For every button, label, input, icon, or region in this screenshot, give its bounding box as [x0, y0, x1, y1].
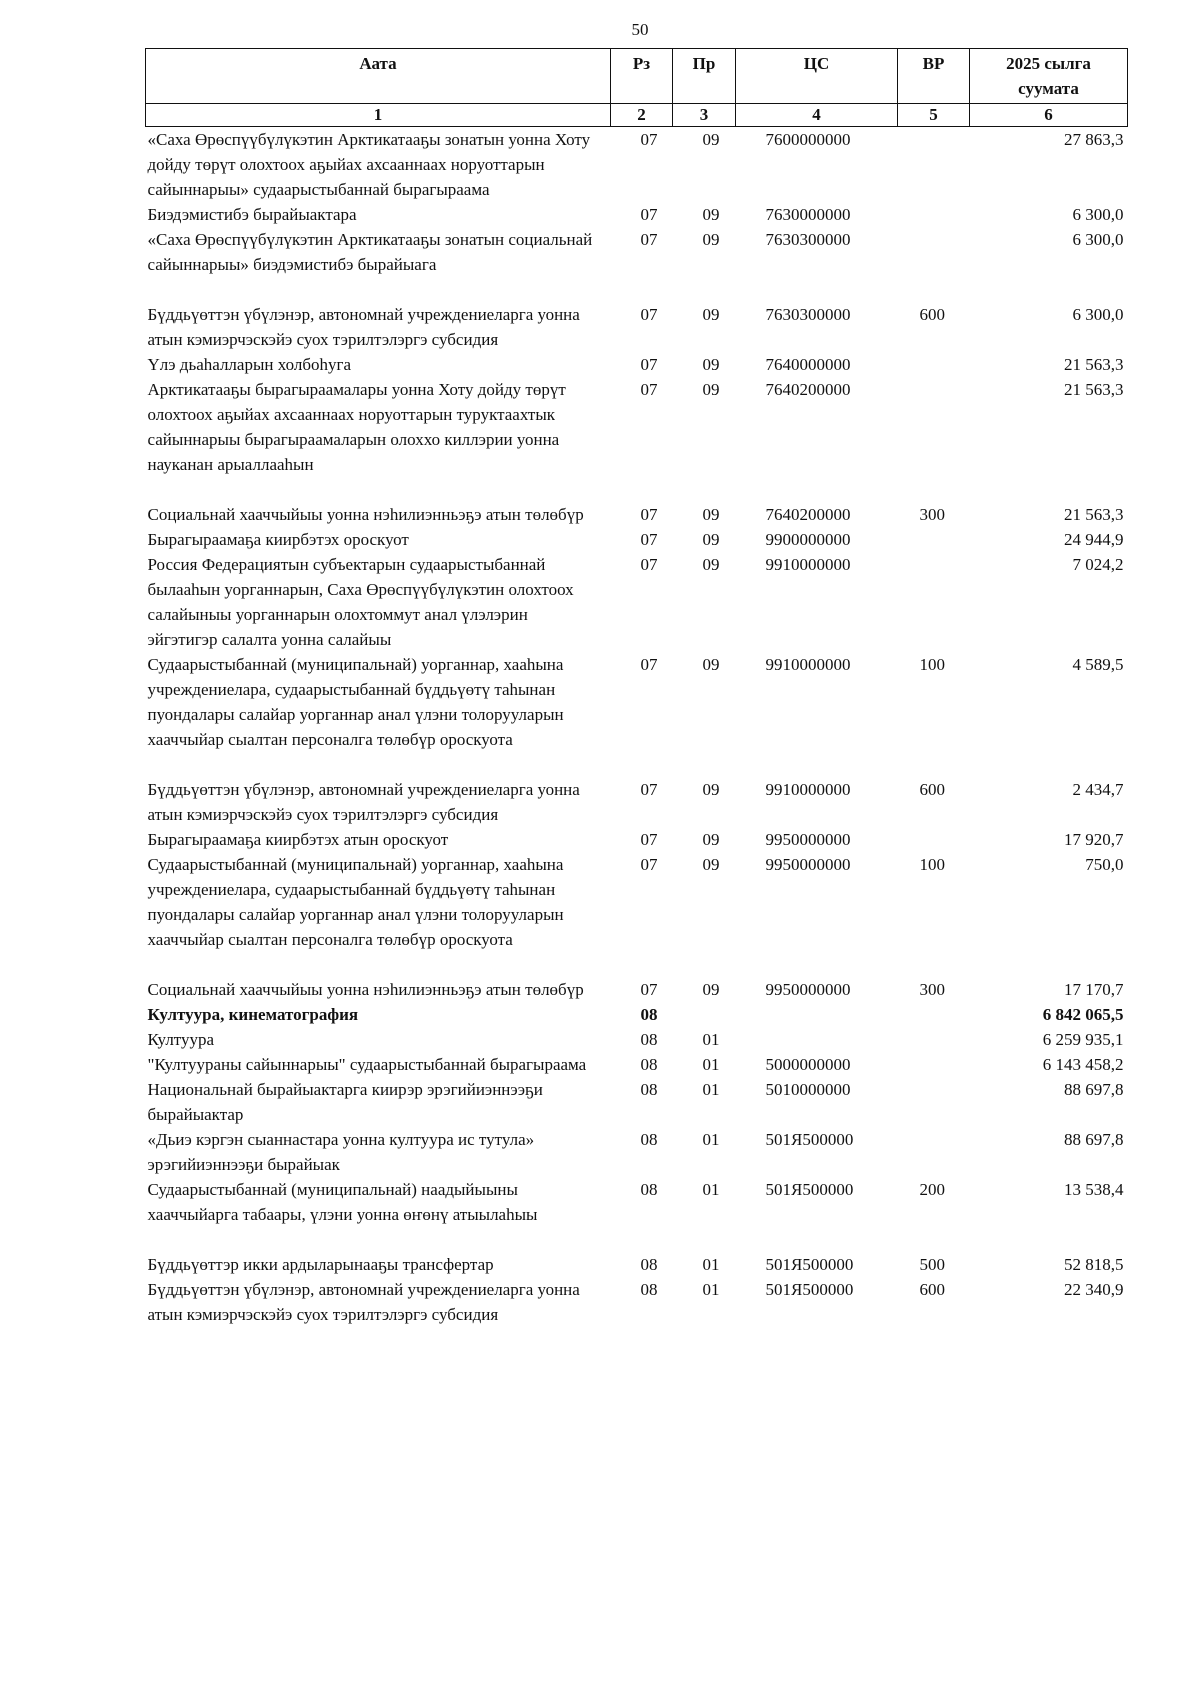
- row-rz: 07: [640, 780, 658, 799]
- row-name: Биэдэмистибэ бырайыактара: [147, 205, 357, 224]
- row-sum: 750,0: [1085, 855, 1124, 874]
- header-row: [146, 49, 1128, 104]
- column-number: 6: [970, 104, 1128, 127]
- header-vr: ВР: [898, 49, 970, 104]
- row-pr: 09: [702, 530, 720, 549]
- row-name: «Дьиэ кэргэн сыаннастара уонна култуура ис тутула» эрэгийиэннээҕи бырайыак: [147, 1130, 535, 1174]
- table-row: [146, 502, 1128, 527]
- row-sum: 2 434,7: [1072, 780, 1124, 799]
- row-rz: 07: [640, 980, 658, 999]
- row-cs: 7640200000: [765, 380, 851, 399]
- row-rz: 08: [640, 1255, 658, 1274]
- row-cs: 501Я500000: [765, 1180, 854, 1199]
- row-sum: 6 143 458,2: [1042, 1055, 1124, 1074]
- row-name: Бүддьүөттэр икки ардыларынааҕы трансфертар: [147, 1255, 494, 1274]
- row-rz: 07: [640, 855, 658, 874]
- page-number: 50: [631, 20, 649, 39]
- row-vr: [898, 1052, 970, 1077]
- row-name: Үлэ дьаһалларын холбоһуга: [147, 355, 352, 374]
- row-cs: 5000000000: [765, 1055, 851, 1074]
- row-vr: [898, 1077, 970, 1127]
- row-cs: 9900000000: [765, 530, 851, 549]
- row-cs: [736, 1002, 898, 1027]
- row-cs: 7630000000: [765, 205, 851, 224]
- table-row: [146, 227, 1128, 302]
- row-name: Култуура, кинематография: [147, 1005, 359, 1024]
- row-rz: 07: [640, 205, 658, 224]
- table-row: [146, 377, 1128, 502]
- column-number-row: [146, 104, 1128, 127]
- row-sum: 24 944,9: [1064, 530, 1124, 549]
- row-sum: 13 538,4: [1064, 1180, 1124, 1199]
- row-vr: 600: [919, 305, 945, 324]
- table-row: [146, 652, 1128, 777]
- row-rz: 08: [640, 1055, 658, 1074]
- row-cs: [736, 1027, 898, 1052]
- row-pr: 01: [702, 1055, 720, 1074]
- row-cs: 7640200000: [765, 505, 851, 524]
- row-sum: 6 259 935,1: [1042, 1030, 1124, 1049]
- row-rz: 07: [640, 305, 658, 324]
- row-sum: 6 300,0: [1072, 230, 1124, 249]
- row-sum: 21 563,3: [1064, 380, 1124, 399]
- row-pr: 09: [702, 855, 720, 874]
- table-row: [146, 1052, 1128, 1077]
- row-vr: [898, 552, 970, 652]
- row-sum: 88 697,8: [1064, 1080, 1124, 1099]
- row-name: "Култуураны сайыннарыы" судаарыстыбаннай бырагыраама: [147, 1055, 587, 1074]
- row-rz: 07: [640, 130, 658, 149]
- row-vr: 100: [919, 855, 945, 874]
- row-sum: 21 563,3: [1064, 355, 1124, 374]
- row-rz: 07: [640, 230, 658, 249]
- row-name: Бүддьүөттэн үбүлэнэр, автономнай учреждениеларга уонна атын кэмиэрчэскэйэ суох тэрилтэлэргэ субсидия: [147, 780, 580, 824]
- column-number: 4: [736, 104, 898, 127]
- row-pr: 09: [702, 305, 720, 324]
- row-pr: 09: [702, 355, 720, 374]
- row-sum: 6 300,0: [1072, 305, 1124, 324]
- header-rz: Рз: [611, 49, 673, 104]
- row-vr: [898, 1002, 970, 1027]
- row-cs: 7630300000: [765, 230, 851, 249]
- row-vr: [898, 127, 970, 203]
- column-number: 3: [673, 104, 736, 127]
- row-sum: 7 024,2: [1072, 555, 1124, 574]
- row-sum: 6 300,0: [1072, 205, 1124, 224]
- row-sum: 21 563,3: [1064, 505, 1124, 524]
- table-row: [146, 852, 1128, 977]
- row-rz: 08: [640, 1180, 658, 1199]
- row-pr: 09: [702, 655, 720, 674]
- row-cs: 501Я500000: [765, 1255, 854, 1274]
- header-sum: 2025 сылга суумата: [970, 49, 1128, 104]
- row-vr: [898, 352, 970, 377]
- row-cs: 9910000000: [765, 780, 851, 799]
- row-rz: 07: [640, 355, 658, 374]
- row-cs: 5010000000: [765, 1080, 851, 1099]
- row-rz: 07: [640, 830, 658, 849]
- header-cs: ЦС: [736, 49, 898, 104]
- row-vr: [898, 1127, 970, 1177]
- row-rz: 07: [640, 505, 658, 524]
- table-row: [146, 1277, 1128, 1327]
- row-name: «Саха Өрөспүүбүлүкэтин Арктикатааҕы зонатын уонна Хоту дойду төрүт олохтоох аҕыйах ахсааннаах норуоттарын сайыннарыы» судаарыстыбаннай бырагыраама: [147, 130, 591, 199]
- row-pr: 09: [702, 780, 720, 799]
- row-pr: 01: [702, 1030, 720, 1049]
- row-rz: 08: [640, 1130, 658, 1149]
- row-pr: 09: [702, 130, 720, 149]
- row-name: Бүддьүөттэн үбүлэнэр, автономнай учреждениеларга уонна атын кэмиэрчэскэйэ суох тэрилтэлэргэ субсидия: [147, 1280, 580, 1324]
- table-row: [146, 552, 1128, 652]
- row-cs: 501Я500000: [765, 1130, 854, 1149]
- row-name: Социальнай хааччыйыы уонна нэһилиэнньэҕэ атын төлөбүр: [147, 505, 584, 524]
- row-pr: 01: [702, 1180, 720, 1199]
- row-name: Судаарыстыбаннай (муниципальнай) уорганнар, хааһына учреждениелара, судаарыстыбаннай бүддьүөтү таһынан пуондалары салайар уорганнар анал үлэни толорууларын хааччыйар сыалтан персоналга төлөбүр ороскуота: [147, 855, 564, 949]
- row-pr: 01: [702, 1130, 720, 1149]
- row-rz: 08: [640, 1280, 658, 1299]
- row-sum: 52 818,5: [1064, 1255, 1124, 1274]
- row-sum: 4 589,5: [1072, 655, 1124, 674]
- row-pr: 01: [702, 1080, 720, 1099]
- row-vr: 500: [919, 1255, 945, 1274]
- row-pr: 09: [702, 505, 720, 524]
- row-sum: 22 340,9: [1064, 1280, 1124, 1299]
- table-row: [146, 777, 1128, 827]
- row-cs: 9910000000: [765, 655, 851, 674]
- row-name: Бырагыраамаҕа киирбэтэх атын ороскуот: [147, 830, 449, 849]
- row-vr: 100: [919, 655, 945, 674]
- budget-table: [145, 48, 1128, 1327]
- row-name: Россия Федерациятын субъектарын судаарыстыбаннай былааһын уорганнарын, Саха Өрөспүүбүлүкэтин олохтоох салайыныы уорганнарын олохтоммут анал үлэлэрин эйгэтигэр салалта уонна салайыы: [147, 555, 574, 649]
- row-name: Арктикатааҕы бырагыраамалары уонна Хоту дойду төрүт олохтоох аҕыйах ахсааннаах норуоттарын туруктаахтык сайыннарыы бырагыраамаларын олоххо киллэрии уонна науканан арыаллааһын: [147, 380, 566, 474]
- row-sum: 6 842 065,5: [1042, 1005, 1124, 1024]
- table-row: [146, 202, 1128, 227]
- table-row: [146, 1002, 1128, 1027]
- row-cs: 9910000000: [765, 555, 851, 574]
- row-vr: [898, 377, 970, 502]
- row-rz: 08: [640, 1030, 658, 1049]
- row-vr: 600: [919, 780, 945, 799]
- row-vr: [898, 1027, 970, 1052]
- row-vr: 600: [919, 1280, 945, 1299]
- row-rz: 07: [640, 555, 658, 574]
- header-name: Аата: [146, 49, 611, 104]
- table-row: [146, 977, 1128, 1002]
- table-row: [146, 1127, 1128, 1177]
- table-row: [146, 1177, 1128, 1252]
- header-pr: Пр: [673, 49, 736, 104]
- table-row: [146, 527, 1128, 552]
- row-name: Социальнай хааччыйыы уонна нэһилиэнньэҕэ атын төлөбүр: [147, 980, 584, 999]
- row-pr: 01: [702, 1255, 720, 1274]
- row-pr: 01: [702, 1280, 720, 1299]
- column-number: 2: [611, 104, 673, 127]
- row-rz: 07: [640, 380, 658, 399]
- row-vr: 200: [919, 1180, 945, 1199]
- row-cs: 9950000000: [765, 980, 851, 999]
- table-row: [146, 127, 1128, 203]
- row-pr: 09: [702, 230, 720, 249]
- table-row: [146, 302, 1128, 352]
- column-number: 1: [146, 104, 611, 127]
- row-vr: 300: [919, 980, 945, 999]
- row-sum: 88 697,8: [1064, 1130, 1124, 1149]
- column-number: 5: [898, 104, 970, 127]
- table-row: [146, 352, 1128, 377]
- row-pr: 09: [702, 205, 720, 224]
- row-name: Култуура: [147, 1030, 215, 1049]
- row-vr: [898, 202, 970, 227]
- row-pr: [673, 1002, 736, 1027]
- row-name: «Саха Өрөспүүбүлүкэтин Арктикатааҕы зонатын социальнай сайыннарыы» биэдэмистибэ бырайыага: [147, 230, 593, 274]
- row-name: Судаарыстыбаннай (муниципальнай) наадыйыыны хааччыйарга табаары, үлэни уонна өҥөнү атыылаһыы: [147, 1180, 538, 1224]
- row-cs: 501Я500000: [765, 1280, 854, 1299]
- row-rz: 07: [640, 655, 658, 674]
- row-rz: 08: [640, 1080, 658, 1099]
- table-row: [146, 827, 1128, 852]
- row-cs: 9950000000: [765, 855, 851, 874]
- row-name: Бырагыраамаҕа киирбэтэх ороскуот: [147, 530, 409, 549]
- row-vr: [898, 227, 970, 302]
- row-cs: 7630300000: [765, 305, 851, 324]
- row-vr: [898, 527, 970, 552]
- table-row: [146, 1077, 1128, 1127]
- row-vr: [898, 827, 970, 852]
- row-name: Бүддьүөттэн үбүлэнэр, автономнай учреждениеларга уонна атын кэмиэрчэскэйэ суох тэрилтэлэргэ субсидия: [147, 305, 580, 349]
- row-rz: 08: [640, 1005, 658, 1024]
- row-pr: 09: [702, 980, 720, 999]
- row-pr: 09: [702, 830, 720, 849]
- row-cs: 9950000000: [765, 830, 851, 849]
- row-rz: 07: [640, 530, 658, 549]
- row-vr: 300: [919, 505, 945, 524]
- row-pr: 09: [702, 555, 720, 574]
- table-row: [146, 1252, 1128, 1277]
- row-sum: 17 920,7: [1064, 830, 1124, 849]
- row-cs: 7640000000: [765, 355, 851, 374]
- row-pr: 09: [702, 380, 720, 399]
- table-row: [146, 1027, 1128, 1052]
- row-name: Судаарыстыбаннай (муниципальнай) уорганнар, хааһына учреждениелара, судаарыстыбаннай бүддьүөтү таһынан пуондалары салайар уорганнар анал үлэни толорууларын хааччыйар сыалтан персоналга төлөбүр ороскуота: [147, 655, 564, 749]
- row-sum: 17 170,7: [1064, 980, 1124, 999]
- row-sum: 27 863,3: [1064, 130, 1124, 149]
- row-cs: 7600000000: [765, 130, 851, 149]
- row-name: Национальнай бырайыактарга киирэр эрэгийиэннээҕи бырайыактар: [147, 1080, 543, 1124]
